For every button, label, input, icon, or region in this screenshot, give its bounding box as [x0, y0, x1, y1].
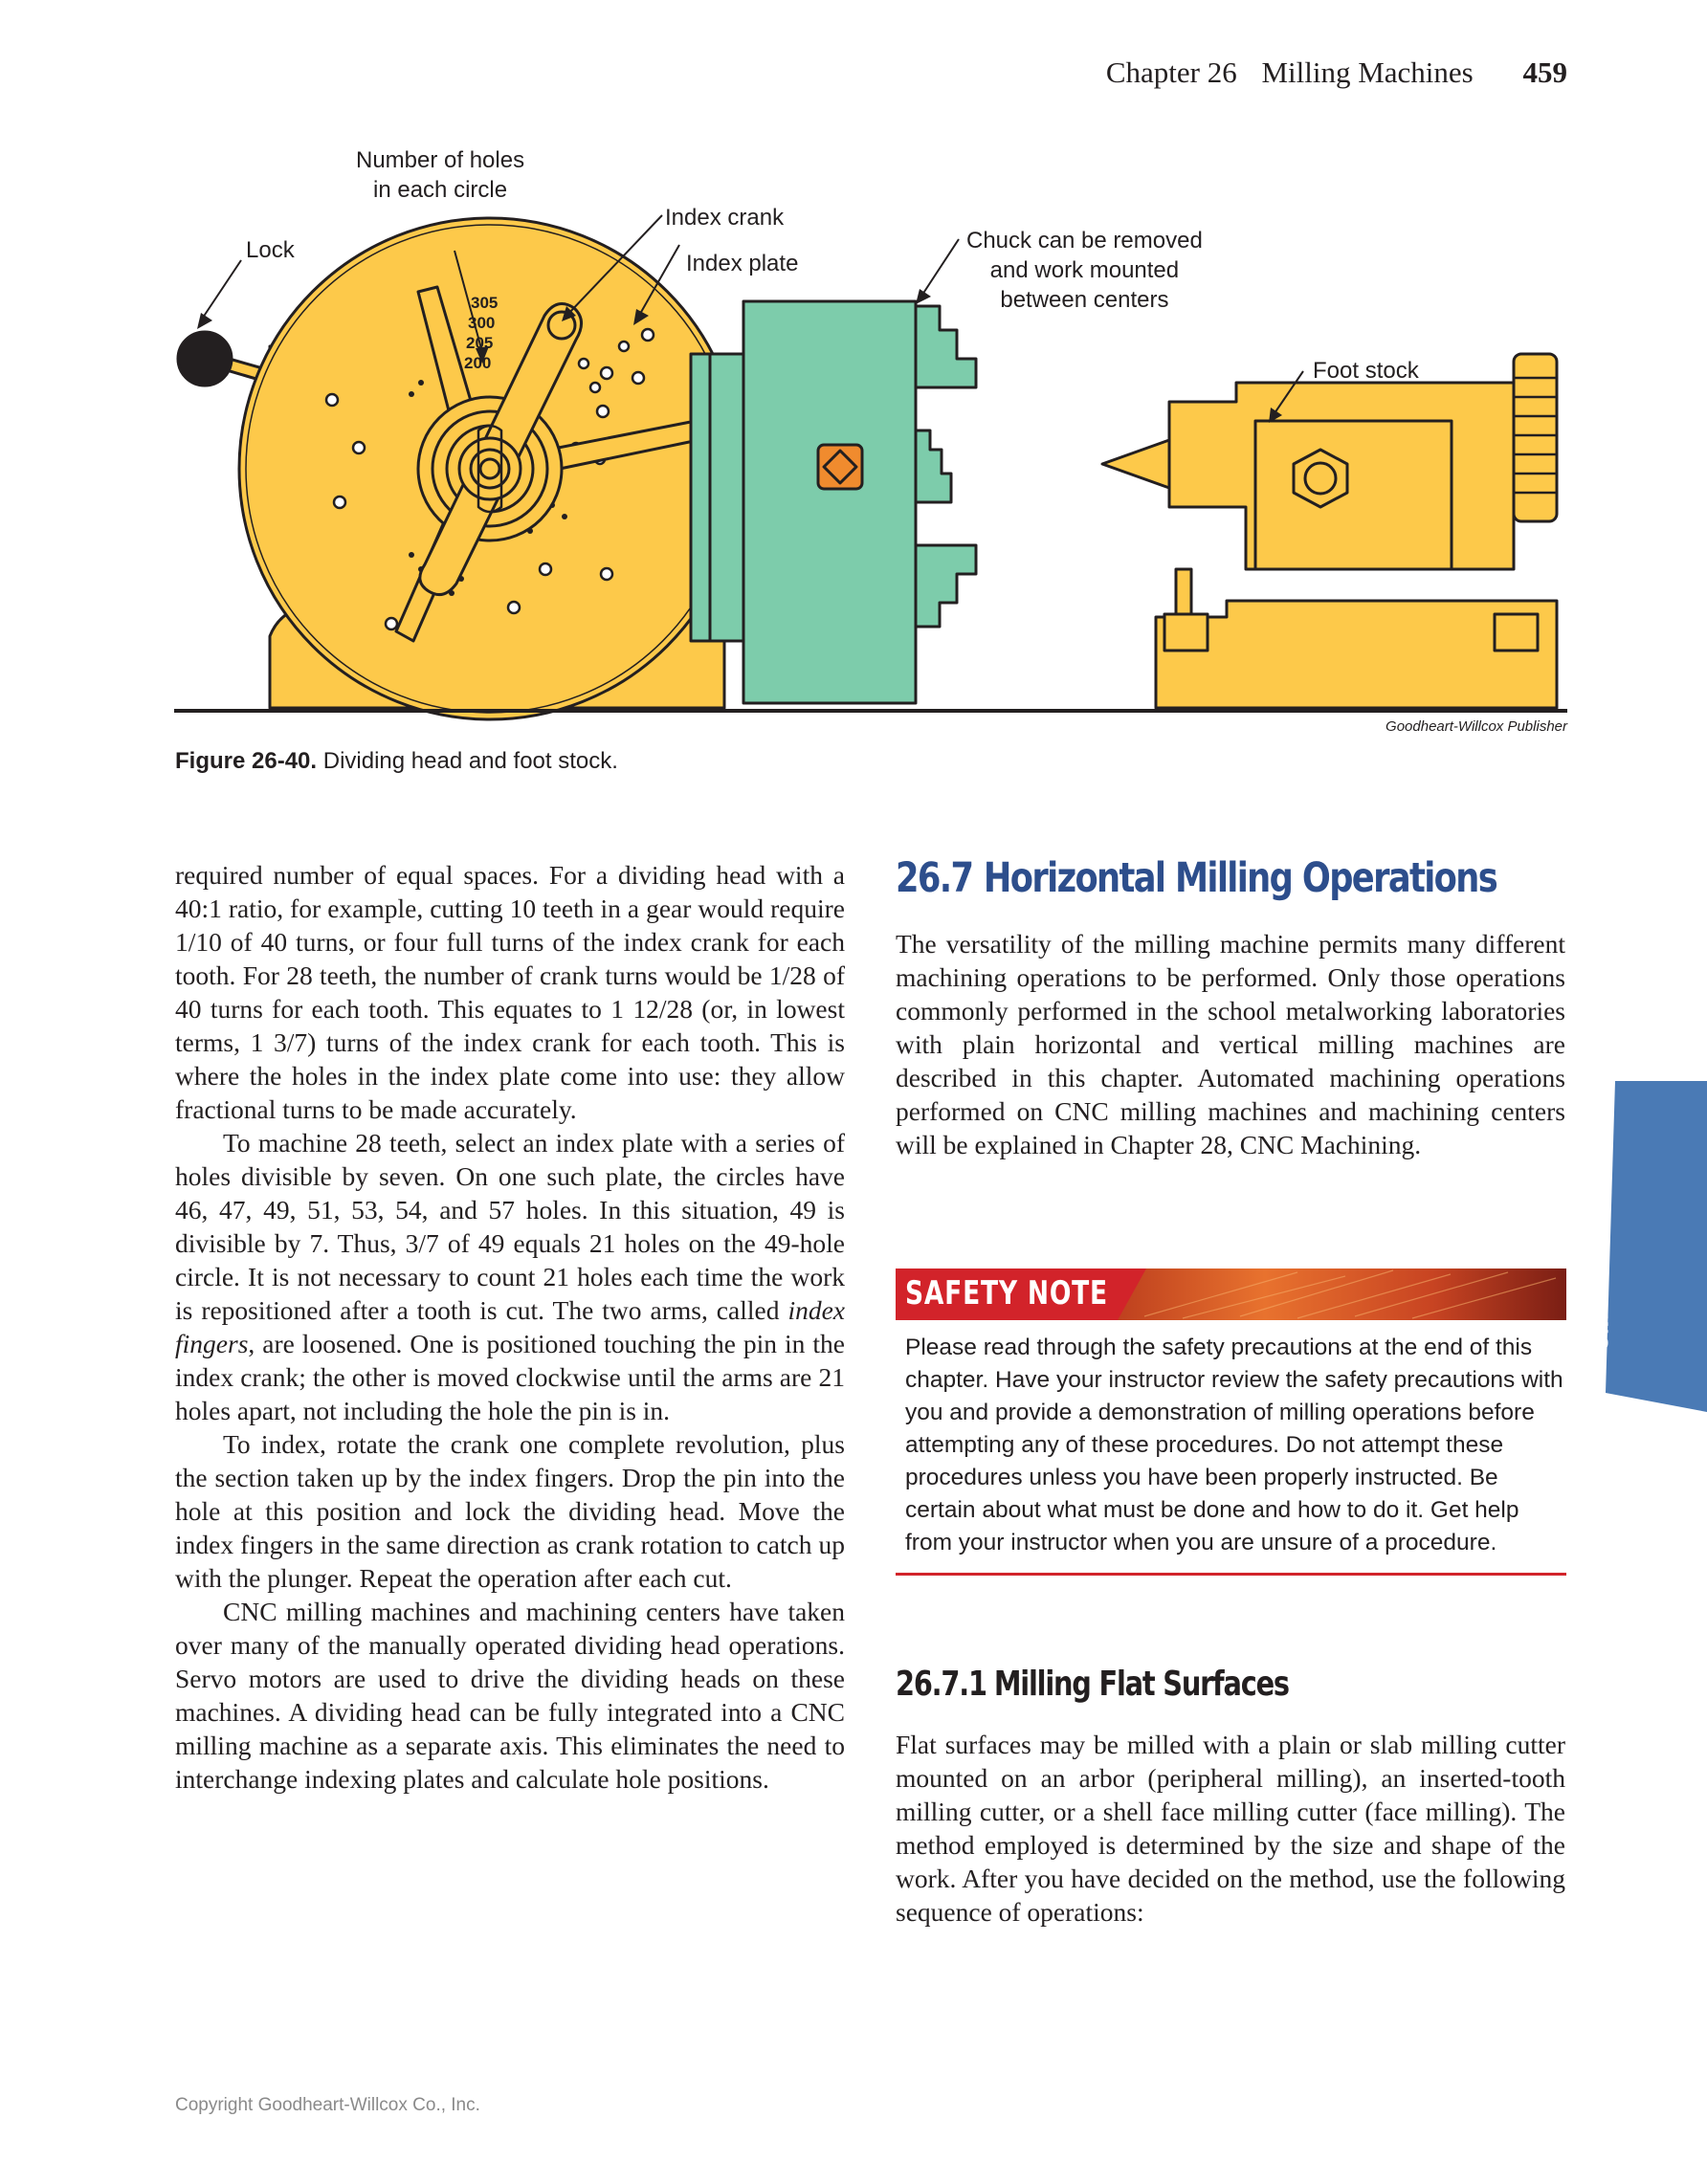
- chuck-body: [743, 301, 916, 703]
- chapter-title: Milling Machines: [1261, 55, 1474, 89]
- copyright-footer: Copyright Goodheart-Willcox Co., Inc.: [175, 2095, 480, 2115]
- foot-stock-center: [1102, 440, 1169, 488]
- side-tab-machining: [1606, 1081, 1707, 1412]
- term-index-fingers: index fingers: [175, 1295, 845, 1358]
- dividing-head-illustration: [174, 143, 1567, 756]
- hole-count-200: 200: [464, 354, 492, 372]
- figure-credit: Goodheart-Willcox Publisher: [1386, 718, 1567, 735]
- callout-foot-stock: Foot stock: [1313, 358, 1419, 384]
- lock-knob: [178, 332, 232, 386]
- running-head: [1106, 55, 1567, 90]
- foot-stock-bolt-right: [1495, 614, 1538, 651]
- safety-note-text: Please read through the safety precautions at the end of this chapter. Have your instructor review the safety precautions with you and provide a demonstration of milling operations before attempting any of these procedures. Do not attempt these procedures unless you have been properly instructed. Be certain about what must be done and how to do it. Get help from your instructor when you are unsure of a procedure.: [905, 1335, 1563, 1555]
- safety-note-label-box: [896, 1268, 1118, 1320]
- left-column: [175, 858, 845, 1796]
- safety-note-rule: [896, 1573, 1566, 1576]
- callout-index-plate: Index plate: [686, 251, 799, 276]
- section-heading-26-7-1: [896, 1665, 1289, 1704]
- paragraph: required number of equal spaces. For a dividing head with a 40:1 ratio, for example, cutting 10 teeth in a gear would require 1/10 of 40 turns, or four full turns of the index crank for each tooth. For 28 teeth, the number of crank turns would be 1/28 of 40 turns for each tooth. This equates to 1 12/28 (or, in lowest terms, 1 3/7) turns of the index crank for each tooth. This is where the holes in the index plate come into use: they allow fractional turns to be made accurately.: [175, 860, 845, 1124]
- figure-dividing-head: [174, 143, 1567, 756]
- safety-note-label: SAFETY NOTE: [905, 1274, 1108, 1313]
- subsection-title: Milling Flat Surfaces: [993, 1665, 1289, 1704]
- foot-stock-bolt-left: [1164, 614, 1208, 651]
- paragraph: CNC milling machines and machining centers have taken over many of the manually operated dividing head operations. Servo motors are used to drive the dividing heads on these machines. A dividing head can be fully integrated into a CNC milling machine as a separate axis. This eliminates the need to interchange indexing plates and calculate hole positions.: [175, 1597, 845, 1794]
- chapter-number: Chapter 26: [1105, 55, 1237, 89]
- safety-note: [896, 1268, 1566, 1576]
- spindle-collar: [691, 354, 743, 641]
- paragraph: To index, rotate the crank one complete revolution, plus the section taken up by the index fingers. Drop the pin into the hole at this position and lock the dividing head. Move the index fingers in the same direction as crank rotation to catch up with the plunger. Repeat the operation after each cut.: [175, 1429, 845, 1593]
- figure-caption: [175, 748, 618, 775]
- section-26-7-body: [896, 927, 1565, 1161]
- safety-note-banner: [896, 1268, 1566, 1320]
- section-26-7-1-body: [896, 1728, 1565, 1929]
- hole-count-300: 300: [468, 314, 496, 332]
- callout-chuck: Chuck can be removed and work mounted between centers: [966, 228, 1203, 313]
- page-number: 459: [1522, 55, 1567, 89]
- hole-count-205: 205: [466, 334, 494, 352]
- chuck-jaw-top: [916, 306, 976, 387]
- paragraph: Flat surfaces may be milled with a plain or slab milling cutter mounted on an arbor (peripheral milling), an inserted-tooth milling cutter, or a shell face milling cutter (face milling). The method employed is determined by the size and shape of the work. After you have decided on the method, use the following sequence of operations:: [896, 1730, 1565, 1927]
- subsection-number: 26.7.1: [896, 1665, 987, 1704]
- paragraph: The versatility of the milling machine permits many different machining operations to be performed. Only those operations commonly performed in the school metalworking laboratories with plain horizontal and vertical milling machines are described in this chapter. Automated machining operations performed on CNC milling machines and machining centers will be explained in Chapter 28, CNC Machining.: [896, 929, 1565, 1159]
- section-heading-26-7: [896, 854, 1496, 902]
- chuck-jaw-bottom: [916, 545, 976, 627]
- chuck-jaw-middle: [916, 430, 951, 502]
- caption-label: Figure 26-40.: [175, 748, 318, 774]
- callout-lock: Lock: [246, 237, 295, 263]
- paragraph: To machine 28 teeth, select an index plate with a series of holes divisible by seven. On one such plate, the circles have 46, 47, 49, 51, 53, 54, and 57 holes. In this situation, 49 is divisible by 7. Thus, 3/7 of 49 equals 21 holes on the 49-hole circle. It is not necessary to count 21 holes each time the work is repositioned after a tooth is cut. The two arms, called index fingers, are loosened. One is positioned touching the pin in the index crank; the other is moved clockwise until the arms are 21 holes apart, not including the hole the pin is in.: [175, 1128, 845, 1425]
- callout-number-of-holes: Number of holes in each circle: [356, 147, 525, 203]
- section-number: 26.7: [896, 854, 973, 902]
- hole-count-305: 305: [471, 294, 499, 312]
- section-title: Horizontal Milling Operations: [983, 854, 1497, 902]
- side-tab-label: MACHINING: [1591, 1234, 1610, 1350]
- caption-text: Dividing head and foot stock.: [317, 748, 618, 774]
- callout-index-crank: Index crank: [665, 205, 785, 231]
